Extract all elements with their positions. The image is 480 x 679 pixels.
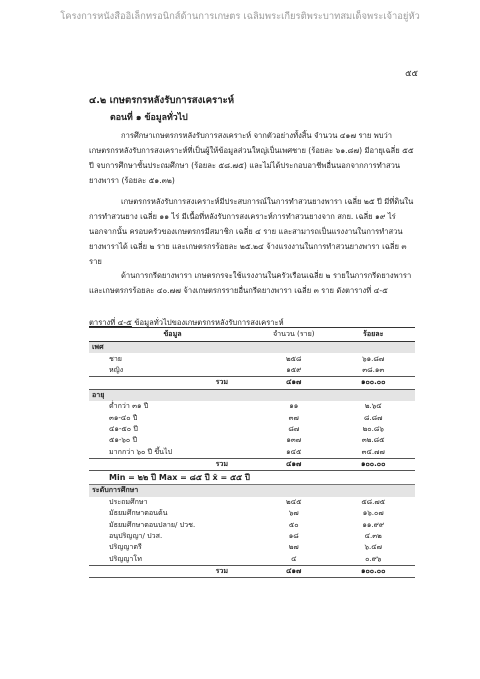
table-cell: อนุปริญญา/ ปวส.	[109, 531, 163, 541]
header-percent: ร้อยละ	[331, 328, 415, 342]
total-cell: ๔๑๗	[256, 566, 331, 578]
table-row	[89, 447, 415, 459]
table-cell: ๖.๔๗	[364, 542, 382, 552]
table-cell: ๓๑-๔๐ ปี	[109, 412, 138, 422]
group-title: อายุ	[89, 389, 415, 401]
table-cell: ประถมศึกษา	[109, 496, 148, 506]
table-body	[89, 342, 415, 578]
table-group-row	[89, 389, 415, 401]
table-cell: ๔๑-๕๐ ปี	[109, 423, 138, 433]
table-row	[89, 353, 415, 364]
table-cell: ๕๑-๖๐ ปี	[109, 435, 138, 445]
table-row	[89, 497, 415, 508]
table-row	[89, 435, 415, 446]
paragraph-1: การศึกษาเกษตรกรหลังรับการสงเคราะห์ จากตัวอย่างทั้งสิ้น จำนวน ๔๑๗ ราย พบว่าเกษตรกรหลังรับการสงเคราะห์ที่เป็นผู้ให้ข้อมูลส่วนใหญ่เป็นเพศชาย (ร้อยละ ๖๑.๘๗) มีอายุเฉลี่ย ๕๕ ปี จบการศึกษาชั้นประถมศึกษา (ร้อยละ ๕๘.๗๕) และไม่ได้ประกอบอาชีพอื่นนอกจากการทำสวนยางพารา (ร้อยละ ๕๑.๓๒)	[89, 131, 414, 185]
table-cell: ต่ำกว่า ๓๑ ปี	[109, 401, 149, 411]
table-cell: ๒๐.๘๖	[362, 423, 384, 433]
table-cell: ๔.๓๒	[364, 531, 382, 541]
header-count: จำนวน (ราย)	[256, 328, 331, 342]
table-total-row	[89, 458, 415, 470]
table-cell: ๓๘.๑๓	[362, 364, 385, 374]
table-cell: ๑๘	[288, 531, 299, 541]
table-row	[89, 412, 415, 423]
table-cell: ๑๔๕	[286, 446, 302, 456]
table-cell: ๒๕๘	[285, 353, 302, 363]
general-info-table	[89, 327, 415, 578]
table-cell: ๕๐	[288, 519, 299, 529]
table-cell: หญิง	[109, 364, 124, 374]
total-cell: ๑๐๐.๐๐	[331, 377, 415, 389]
table-row	[89, 519, 415, 530]
table-cell: ๔	[291, 553, 297, 563]
table-cell: ๑๕๙	[286, 364, 302, 374]
paragraph-2: เกษตรกรหลังรับการสงเคราะห์มีประสบการณ์ในการทำสวนยางพารา เฉลี่ย ๒๕ ปี มีที่ดินในการทำสวนยาง เฉลี่ย ๑๑ ไร่ มีเนื้อที่หลังรับการสงเคราะห์การทำสวนยางจาก สกย. เฉลี่ย ๑๙ ไร่ นอกจากนั้น ครอบครัวของเกษตรกรมีสมาชิก เฉลี่ย ๔ ราย และสามารถเป็นแรงงานในการทำสวนยางพาราได้ เฉลี่ย ๒ ราย และเกษตรกรร้อยละ ๒๕.๒๔ จ้างแรงงานในการทำสวนยางพารา เฉลี่ย ๓ ราย	[89, 197, 414, 266]
table-cell: มากกว่า ๖๐ ปี ขึ้นไป	[109, 446, 173, 456]
table-cell: ๓๒.๘๕	[361, 435, 385, 445]
table-cell: ปริญญาโท	[109, 553, 142, 563]
total-cell: ๑๐๐.๐๐	[331, 566, 415, 578]
table-total-row	[89, 377, 415, 389]
table-cell: ๓๔.๗๗	[361, 446, 385, 456]
total-cell: รวม	[89, 377, 256, 389]
table-cell: ๒.๖๔	[364, 401, 382, 411]
group-title: ระดับการศึกษา	[89, 485, 415, 497]
table-row	[89, 531, 415, 542]
total-cell: ๑๐๐.๐๐	[331, 458, 415, 470]
running-header: โครงการหนังสืออิเล็กทรอนิกส์ด้านการเกษตร เฉลิมพระเกียรติพระบาทสมเด็จพระเจ้าอยู่หัว	[60, 11, 420, 22]
table-total-row	[89, 566, 415, 578]
table-cell: ปริญญาตรี	[109, 542, 142, 552]
header-item: ข้อมูล	[89, 328, 256, 342]
total-cell: รวม	[89, 566, 256, 578]
table-cell: ๑๖.๐๗	[362, 508, 384, 518]
table-row	[89, 554, 415, 566]
total-cell: รวม	[89, 458, 256, 470]
table-row	[89, 365, 415, 377]
table-cell: ๑๑.๙๙	[362, 519, 385, 529]
section-title: ๔.๒ เกษตรกรหลังรับการสงเคราะห์	[89, 95, 235, 106]
table-header-row	[89, 328, 415, 342]
table-cell: ๕๘.๗๕	[361, 496, 386, 506]
table-row	[89, 542, 415, 553]
table-caption-text: ข้อมูลทั่วไปของเกษตรกรหลังรับการสงเคราะห์	[131, 318, 284, 327]
table-cell: ๖๗	[288, 508, 299, 518]
table-cell: ชาย	[109, 353, 122, 363]
table-group-row	[89, 485, 415, 497]
table-cell: ๘๗	[288, 423, 300, 433]
total-cell: ๔๑๗	[256, 377, 331, 389]
table-cell: มัธยมศึกษาตอนปลาย/ ปวช.	[109, 519, 196, 529]
table-row	[89, 508, 415, 519]
table-cell: ๒๔๕	[286, 496, 302, 506]
table-cell: ๘.๘๗	[363, 412, 383, 422]
table-cell: ๓๗	[288, 412, 299, 422]
table-group-row	[89, 342, 415, 354]
age-stats-row	[89, 471, 415, 485]
table-cell: ๖๑.๘๗	[362, 353, 385, 363]
table-row	[89, 401, 415, 412]
total-cell: ๔๑๗	[256, 458, 331, 470]
paragraph-3: ด้านการกรีดยางพารา เกษตรกรจะใช้แรงงานในครัวเรือนเฉลี่ย ๒ รายในการกรีดยางพารา และเกษตรกรร้อยละ ๔๐.๗๗ จ้างเกษตรกรรายอื่นกรีดยางพารา เฉลี่ย ๓ ราย ดังตารางที่ ๔-๕	[89, 271, 412, 295]
table-cell: ๑๑	[289, 401, 299, 411]
subsection-title: ตอนที่ ๑ ข้อมูลทั่วไป	[110, 113, 188, 123]
age-stats: Min = ๒๒ ปี Max = ๘๕ ปี x̄ = ๕๕ ปี	[109, 473, 250, 483]
page-number: ๕๕	[405, 69, 418, 79]
table-cell: ๑๓๗	[286, 435, 302, 445]
table-cell: ๐.๙๖	[365, 553, 382, 563]
table-cell: มัธยมศึกษาตอนต้น	[109, 508, 168, 518]
table-caption-number: ตารางที่ ๔-๕	[89, 318, 132, 327]
table-row	[89, 424, 415, 435]
table-cell: ๒๗	[288, 542, 299, 552]
group-title: เพศ	[89, 342, 415, 354]
